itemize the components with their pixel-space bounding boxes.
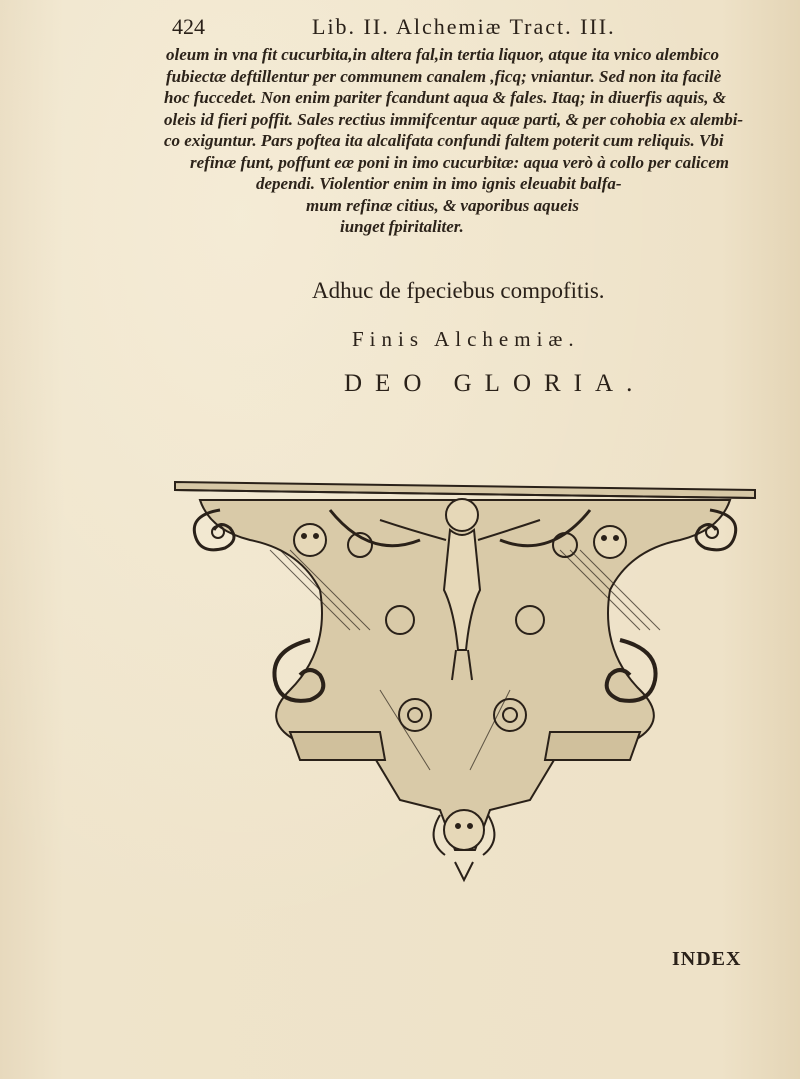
text-line: oleum in vna fit cucurbita,in altera fal,in tertia liquor, atque ita vnico alembico bbox=[166, 45, 719, 64]
catchword: INDEX bbox=[672, 948, 742, 970]
section-subtitle: Adhuc de fpeciebus compofitis. bbox=[312, 278, 605, 303]
running-title: Lib. II. Alchemiæ Tract. III. bbox=[312, 14, 616, 39]
text-line: fubiectæ deftillentur per communem canalem ,ficq; vniantur. Sed non ita facilè bbox=[166, 66, 722, 86]
body-text bbox=[158, 44, 770, 238]
text-line: co exiguntur. Pars poftea ita alcalifata confundi faltem poterit cum reliquis. Vbi bbox=[164, 131, 724, 150]
text-line: refinæ funt, poffunt eæ poni in imo cucurbitæ: aqua verò à collo per calicem bbox=[190, 152, 729, 172]
woodcut-tailpiece-ornament bbox=[170, 470, 760, 890]
deo-gloria-line: DEO GLORIA. bbox=[344, 370, 646, 397]
text-line: mum refinæ citius, & vaporibus aqueis bbox=[306, 195, 579, 215]
text-line: dependi. Violentior enim in imo ignis eleuabit balfa- bbox=[256, 174, 622, 193]
page-header bbox=[172, 14, 772, 40]
page-number: 424 bbox=[172, 14, 205, 39]
finis-line: Finis Alchemiæ. bbox=[352, 327, 580, 351]
text-line: hoc fuccedet. Non enim pariter fcandunt aqua & fales. Itaq; in diuerfis aquis, & bbox=[164, 88, 726, 107]
text-line: oleis id fieri poffit. Sales rectius immifcentur aquæ parti, & per cohobia ex alembi- bbox=[164, 109, 744, 129]
text-line: iunget fpiritaliter. bbox=[340, 217, 464, 236]
